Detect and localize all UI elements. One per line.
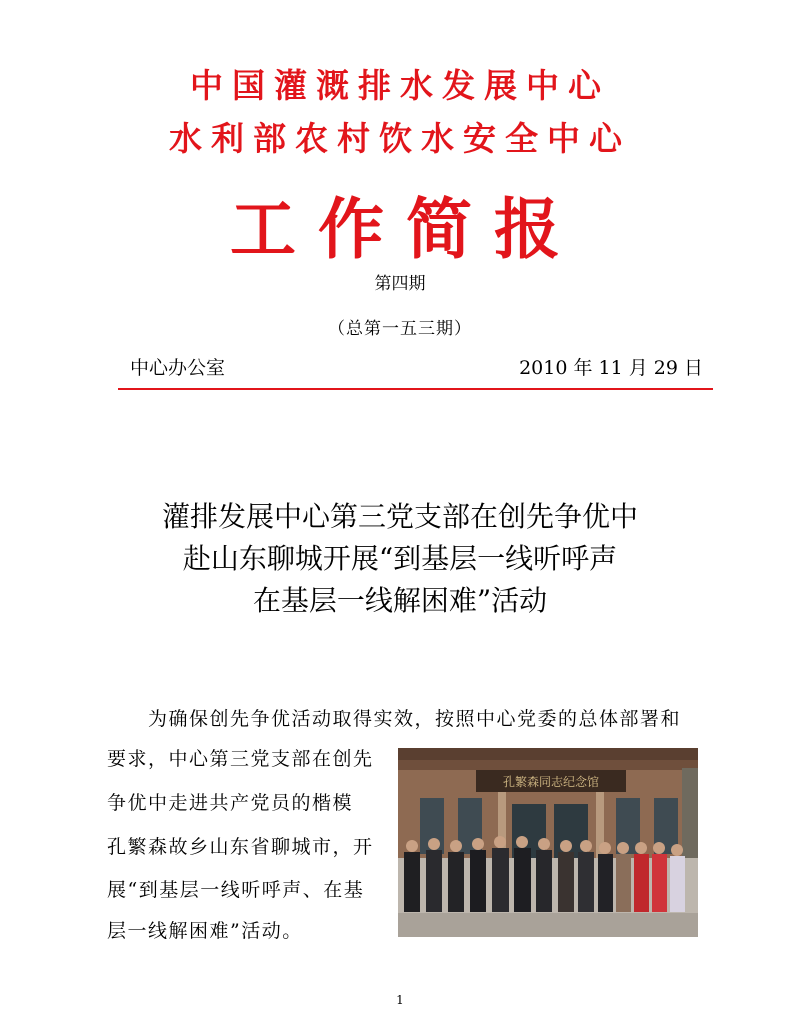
paragraph-line: 层一线解困难”活动。 (107, 920, 303, 942)
issue-date: 2010 年 11 月 29 日 (519, 357, 703, 379)
issue-total-number: （总第一五三期） (328, 319, 472, 339)
org-name-line-1: 中国灌溉排水发展中心 (190, 66, 610, 105)
paragraph-line: 孔繁森故乡山东省聊城市，开 (107, 836, 374, 858)
group-photo (398, 748, 698, 937)
header-divider (118, 388, 713, 390)
org-name-line-2: 水利部农村饮水安全中心 (169, 119, 631, 158)
bulletin-title: 工作简报 (230, 191, 582, 268)
paragraph-line: 展“到基层一线听呼声、在基 (107, 879, 365, 901)
page-number: 1 (396, 993, 404, 1007)
paragraph-line: 争优中走进共产党员的楷模 (107, 792, 354, 814)
article-title-line-2: 赴山东聊城开展“到基层一线听呼声 (182, 542, 618, 575)
article-title-line-3: 在基层一线解困难”活动 (252, 584, 548, 617)
photo-sign-text: 孔繁森同志纪念馆 (502, 775, 600, 789)
paragraph-first-line: 为确保创先争优活动取得实效，按照中心党委的总体部署和 (148, 708, 682, 730)
department: 中心办公室 (130, 357, 226, 379)
article-title-line-1: 灌排发展中心第三党支部在创先争优中 (161, 500, 638, 533)
paragraph-line: 要求，中心第三党支部在创先 (107, 748, 374, 770)
issue-number: 第四期 (374, 274, 426, 294)
